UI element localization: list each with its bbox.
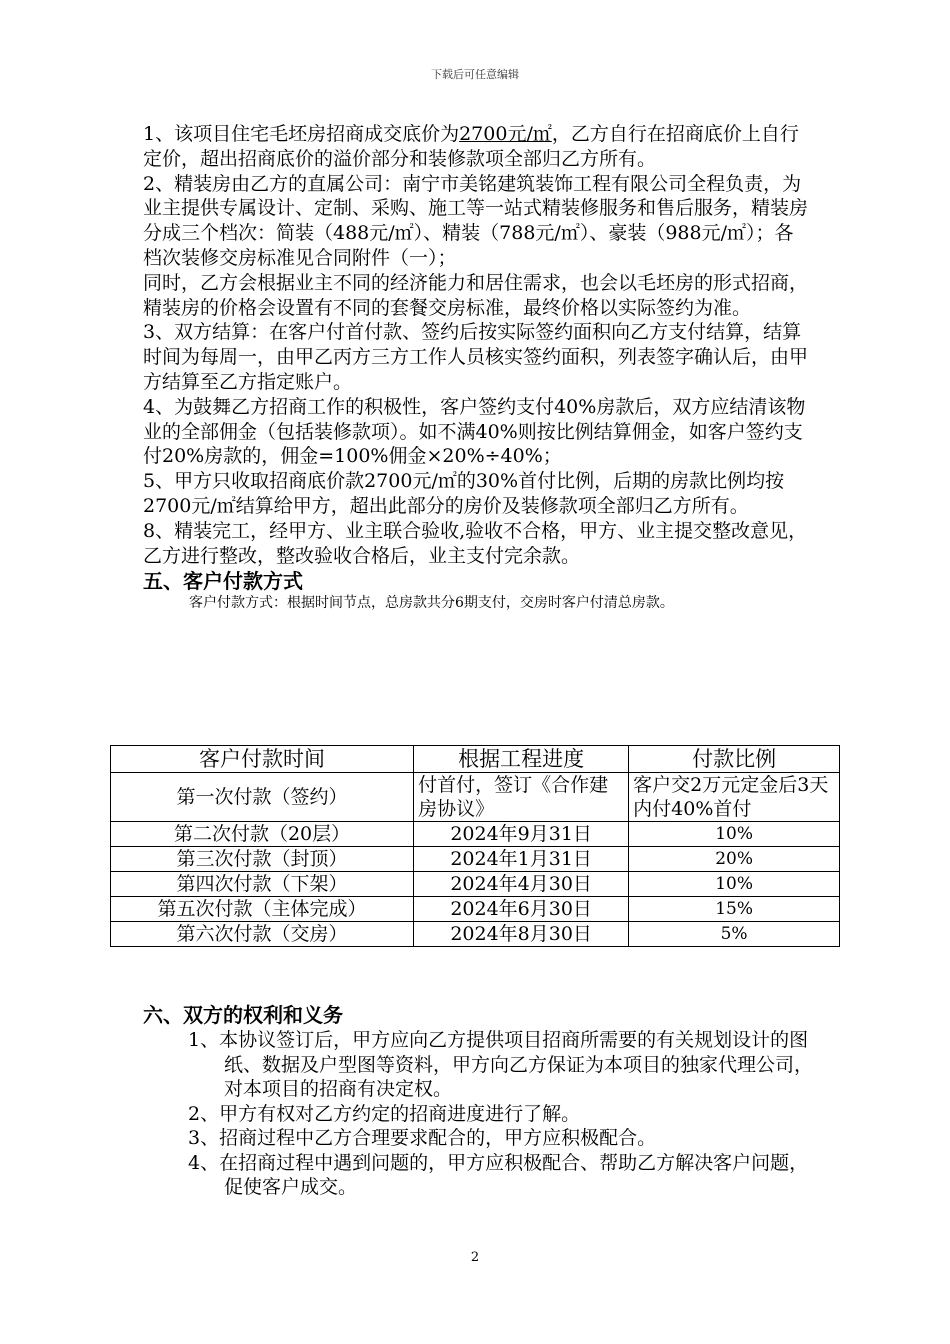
table-row [111,822,840,847]
cell-time: 第一次付款（签约） [111,773,414,822]
cell-progress: 2024年8月30日 [414,922,629,947]
section-6 [143,1002,823,1200]
clause-1 [143,122,808,172]
cell-progress: 2024年9月31日 [414,822,629,847]
list-item: 4、在招商过程中遇到问题的，甲方应积极配合、帮助乙方解决客户问题，促使客户成交。 [188,1151,809,1198]
cell-progress: 2024年4月30日 [414,872,629,897]
clause-1-pre: 1、该项目住宅毛坯房招商成交底价为 [143,123,460,145]
obligations-list [143,1028,823,1200]
clause-1-post: ，乙方自行在招商底价上自行定价，超出招商底价的溢价部分和装修款项全部归乙方所有。 [143,123,799,170]
cell-time: 第四次付款（下架） [111,872,414,897]
col-header-time: 客户付款时间 [111,746,414,773]
col-header-ratio: 付款比例 [629,746,840,773]
cell-time: 第六次付款（交房） [111,922,414,947]
cell-progress: 付首付，签订《合作建房协议》 [414,773,629,822]
cell-time: 第二次付款（20层） [111,822,414,847]
clause-5: 5、甲方只收取招商底价款2700元/㎡的30%首付比例，后期的房款比例均按2700元/㎡结算给甲方，超出此部分的房价及装修款项全部归乙方所有。 [143,470,785,517]
table-row [111,872,840,897]
table-header-row [111,746,840,773]
cell-ratio: 10% [629,872,840,897]
col-header-progress: 根据工程进度 [414,746,629,773]
cell-ratio: 客户交2万元定金后3天内付40%首付 [629,773,840,822]
header-note: 下载后可任意编辑 [431,68,519,81]
section-6-title: 六、双方的权利和义务 [143,1003,343,1027]
clause-3: 3、双方结算：在客户付首付款、签约后按实际签约面积向乙方支付结算，结算时间为每周一，由甲乙丙方三方工作人员核实签约面积，列表签字确认后，由甲方结算至乙方指定账户。 [143,321,809,393]
table-row [111,922,840,947]
cell-ratio: 15% [629,897,840,922]
cell-time: 第五次付款（主体完成） [111,897,414,922]
cell-progress: 2024年6月30日 [414,897,629,922]
cell-progress: 2024年1月31日 [414,847,629,872]
section-5-intro: 客户付款方式：根据时间节点，总房款共分6期支付，交房时客户付清总房款。 [189,595,674,612]
list-item: 2、甲方有权对乙方约定的招商进度进行了解。 [188,1102,581,1125]
payment-table [110,745,840,947]
table-row [111,897,840,922]
clause-2b: 同时，乙方会根据业主不同的经济能力和居住需求，也会以毛坯房的形式招商，精装房的价格会设置有不同的套餐交房标准，最终价格以实际签约为准。 [143,271,809,319]
base-price: 2700元/㎡ [459,123,552,145]
clause-4: 4、为鼓舞乙方招商工作的积极性，客户签约支付40%房款后，双方应结清该物业的全部佣金（包括装修款项）。如不满40%则按比例结算佣金，如客户签约支付20%房款的，佣金=100%佣金×20%÷40%； [143,395,806,468]
cell-ratio: 5% [629,922,840,947]
page-number: 2 [470,1250,480,1265]
cell-ratio: 10% [629,822,840,847]
clause-8: 8、精装完工，经甲方、业主联合验收,验收不合格，甲方、业主提交整改意见，乙方进行整改，整改验收合格后，业主支付完余款。 [143,519,808,567]
cell-time: 第三次付款（封顶） [111,847,414,872]
section-5-title: 五、客户付款方式 [143,569,303,594]
body-text [143,122,808,612]
list-item: 3、招商过程中乙方合理要求配合的，甲方应积极配合。 [188,1127,657,1149]
table-row [111,773,840,822]
table-row [111,847,840,872]
clause-2: 2、精装房由乙方的直属公司：南宁市美铭建筑装饰工程有限公司全程负责，为业主提供专属设计、定制、采购、施工等一站式精装修服务和售后服务，精装房分成三个档次：简装（488元/㎡）、精装（788元/㎡）、豪装（988元/㎡）；各档次装修交房标准见合同附件（一）； [143,172,809,269]
cell-ratio: 20% [629,847,840,872]
list-item: 1、本协议签订后，甲方应向乙方提供项目招商所需要的有关规划设计的图纸、数据及户型图等资料，甲方向乙方保证为本项目的独家代理公司，对本项目的招商有决定权。 [188,1029,814,1100]
